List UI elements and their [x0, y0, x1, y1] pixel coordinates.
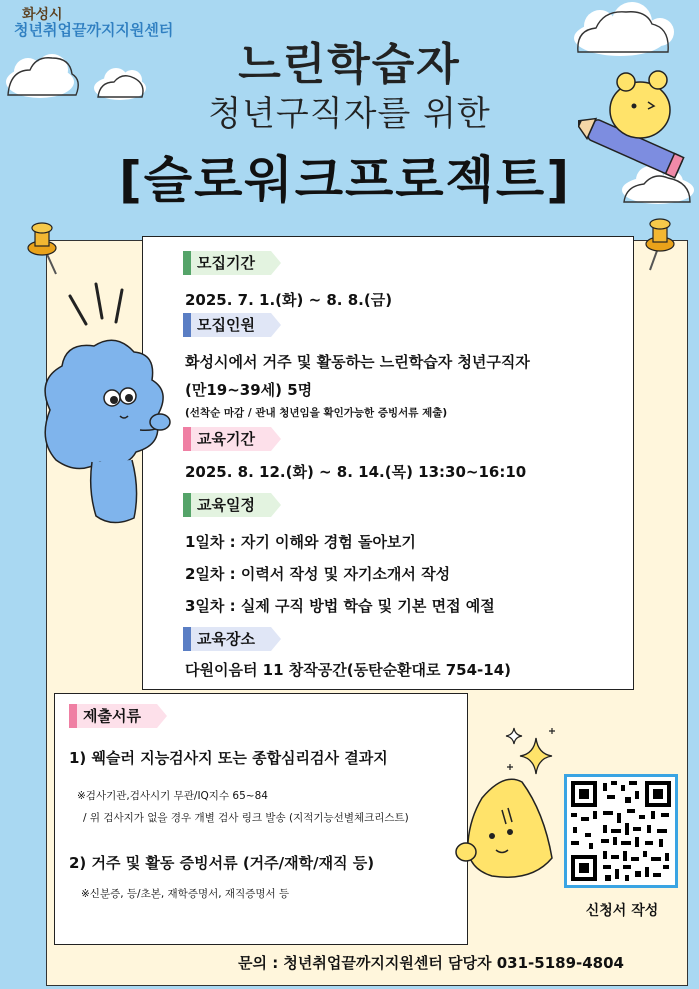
schedule-day2: 2일차 : 이력서 작성 및 자기소개서 작성: [185, 565, 451, 583]
pushpin-left-icon: [22, 218, 62, 278]
section-header-recruit-period: 모집기간: [183, 251, 271, 275]
recruit-count-line1: 화성시에서 거주 및 활동하는 느린학습자 청년구직자: [185, 353, 530, 371]
recruit-count-note: (선착순 마감 / 관내 청년임을 확인가능한 증빙서류 제출): [185, 407, 448, 419]
schedule-day3: 3일차 : 실제 구직 방법 학습 및 기본 면접 예절: [185, 597, 495, 615]
submission-item1-note1: ※검사기관,검사시기 무관/IQ지수 65~84: [77, 790, 268, 802]
title-line3: [슬로워크프로젝트]: [118, 151, 572, 209]
section-header-edu-period: 교육기간: [183, 427, 271, 451]
submission-item1-note2: / 위 검사지가 없을 경우 개별 검사 링크 발송 (지적기능선별체크리스트): [83, 812, 409, 824]
submission-item1: 1) 웩슬러 지능검사지 또는 종합심리검사 결과지: [69, 749, 388, 767]
edu-place-text: 다원이음터 11 창작공간(동탄순환대로 754-14): [185, 661, 512, 679]
section-header-edu-place: 교육장소: [183, 627, 271, 651]
qr-code-icon: [567, 777, 675, 885]
submission-box: [54, 693, 468, 945]
cloud-character-illustration: [36, 280, 176, 540]
info-card: [142, 236, 634, 690]
title-line2: 청년구직자를 위한: [208, 94, 491, 134]
section-header-recruit-count: 모집인원: [183, 313, 271, 337]
application-qr-code[interactable]: [564, 774, 678, 888]
yellow-character-illustration: [452, 772, 562, 892]
pencil-character-illustration: [578, 66, 688, 186]
recruit-count-line2: (만19~39세) 5명: [185, 381, 313, 399]
qr-label: 신청서 작성: [585, 903, 659, 919]
submission-item2-note: ※신분증, 등/초본, 재학증명서, 재직증명서 등: [81, 888, 290, 900]
schedule-day1: 1일차 : 자기 이해와 경험 돌아보기: [185, 533, 416, 551]
org-logo-line2: 청년취업끝까지지원센터: [14, 20, 174, 39]
section-header-edu-schedule: 교육일정: [183, 493, 271, 517]
recruit-period-text: 2025. 7. 1.(화) ~ 8. 8.(금): [185, 291, 393, 309]
title-line1: 느린학습자: [238, 39, 461, 90]
pushpin-right-icon: [640, 214, 680, 274]
submission-item2: 2) 거주 및 활동 증빙서류 (거주/재학/재직 등): [69, 854, 375, 872]
contact-info: 문의 : 청년취업끝까지지원센터 담당자 031-5189-4804: [238, 954, 624, 972]
org-logo-line1: 화성시: [22, 7, 63, 23]
section-header-submission: 제출서류: [69, 704, 157, 728]
edu-period-text: 2025. 8. 12.(화) ~ 8. 14.(목) 13:30~16:10: [185, 463, 527, 481]
